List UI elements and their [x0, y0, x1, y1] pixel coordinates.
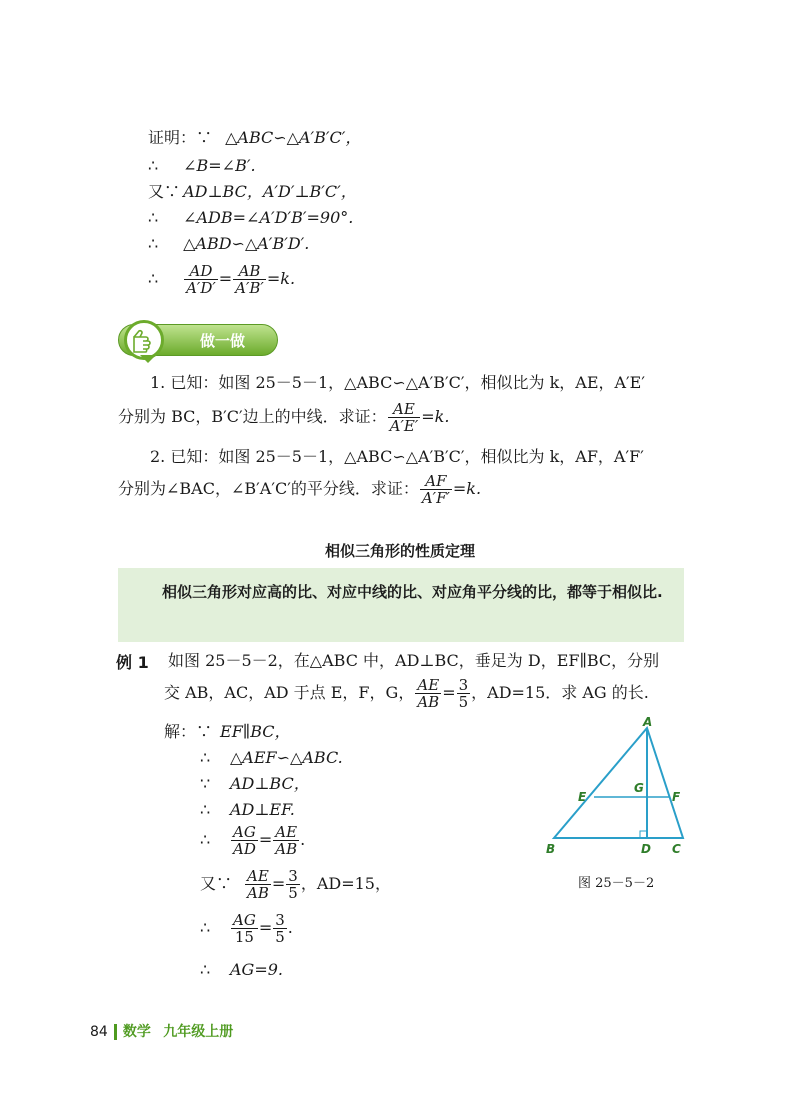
proof-line-2 — [148, 156, 256, 176]
example-line-2: 交 AB，AC，AD 于点 E，F，G， $\frac{AE}{AB}$ = $\frac{3}{5}$ ，AD=15．求 AG 的长. — [164, 676, 649, 711]
proof-text: ∠ADB=∠A′D′B′=90°. — [183, 208, 354, 227]
theorem-box — [118, 568, 684, 642]
label-f: F — [672, 790, 681, 804]
proof-line-4 — [148, 208, 353, 228]
solution-line: ∵ AD⊥BC， — [200, 774, 310, 793]
activity-badge — [118, 324, 278, 356]
label-a: A — [643, 715, 653, 729]
fraction: $\frac{AB}{A'B'}$ — [235, 262, 264, 297]
proof-line-5 — [148, 234, 309, 254]
triangle-figure — [540, 715, 700, 865]
fraction: $\frac{AE}{AB}$ — [417, 676, 440, 711]
solution-line: ∴ AG=9. — [200, 960, 284, 979]
triangle-diagram — [540, 715, 700, 865]
solution-line: 解：∵ EF∥BC， — [164, 722, 291, 741]
label-d: D — [641, 842, 651, 856]
proof-symbol: ∴ — [148, 156, 159, 175]
fraction: $\frac{AF}{A'F'}$ — [421, 472, 450, 507]
activity-label: 做一做 — [200, 332, 246, 350]
solution-line: ∴ $\frac{AG}{15}$ = $\frac{3}{5}$ . — [200, 911, 293, 946]
proof-symbol: 证明：∵ — [148, 128, 213, 147]
solution-line: ∴ △AEF∽△ABC. — [200, 748, 343, 767]
fraction: $\frac{3}{5}$ — [288, 867, 298, 902]
fraction: $\frac{3}{5}$ — [458, 676, 469, 711]
right-angle-mark — [640, 831, 647, 838]
proof-symbol: ∴ — [148, 234, 159, 253]
book-label: 九年级上册 — [163, 1024, 234, 1040]
proof-text: =k. — [266, 269, 296, 288]
fraction: $\frac{AE}{AB}$ — [275, 823, 298, 858]
fraction: $\frac{AG}{AD}$ — [233, 823, 256, 858]
subject-label: 数学 — [122, 1024, 151, 1040]
fraction: $\frac{AG}{15}$ — [233, 911, 256, 946]
triangle-abc — [554, 728, 683, 838]
proof-text: △ABD∽△A′B′D′. — [183, 234, 310, 253]
page-number: 84 — [90, 1024, 108, 1040]
label-g: G — [634, 781, 644, 795]
hand-icon — [124, 320, 164, 360]
example-label: 例 1 — [116, 653, 149, 672]
proof-symbol: 又∵ — [148, 182, 181, 201]
label-e: E — [578, 790, 587, 804]
fraction: $\frac{AE}{A'E'}$ — [389, 400, 419, 435]
section-title: 相似三角形的性质定理 — [324, 542, 475, 560]
solution-line: ∴ AD⊥EF. — [200, 800, 295, 819]
fraction: $\frac{AE}{AB}$ — [247, 867, 269, 902]
page-footer — [90, 1021, 233, 1041]
solution-line: 又∵ $\frac{AE}{AB}$ = $\frac{3}{5}$ ，AD=15， — [200, 867, 391, 902]
label-c: C — [672, 842, 681, 856]
figure-caption: 图 25－5－2 — [578, 876, 655, 891]
proof-symbol: ∴ — [148, 269, 159, 288]
example-line-1: 如图 25－5－2，在△ABC 中，AD⊥BC，垂足为 D，EF∥BC，分别 — [168, 651, 660, 670]
exercise-line: 1. 已知：如图 25－5－1，△ABC∽△A′B′C′，相似比为 k，AE，A′E′ — [150, 373, 645, 392]
label-b: B — [546, 842, 556, 856]
fraction: $\frac{AD}{A'D'}$ — [186, 262, 216, 297]
solution-line: ∴ $\frac{AG}{AD}$ = $\frac{AE}{AB}$ . — [200, 823, 306, 858]
exercise-line: 2. 已知：如图 25－5－1，△ABC∽△A′B′C′，相似比为 k，AF，A′F′ — [150, 447, 644, 466]
proof-line-1 — [148, 128, 361, 148]
theorem-text: 相似三角形对应高的比、对应中线的比、对应角平分线的比，都等于相似比. — [162, 583, 663, 601]
proof-text: △ABC∽△A′B′C′， — [225, 128, 362, 147]
proof-line-3 — [148, 182, 357, 202]
fraction: $\frac{3}{5}$ — [275, 911, 285, 946]
exercise-line: 分别为∠BAC，∠B′A′C′的平分线．求证： $\frac{AF}{A'F'}$ =k. — [118, 472, 482, 507]
proof-text: ∠B=∠B′. — [183, 156, 256, 175]
proof-line-6 — [148, 262, 295, 296]
proof-text: AD⊥BC，A′D′⊥B′C′， — [183, 182, 357, 201]
equals-sign: = — [218, 269, 233, 288]
exercise-line: 分别为 BC，B′C′边上的中线．求证： $\frac{AE}{A'E'}$ =k. — [118, 400, 450, 435]
proof-symbol: ∴ — [148, 208, 159, 227]
